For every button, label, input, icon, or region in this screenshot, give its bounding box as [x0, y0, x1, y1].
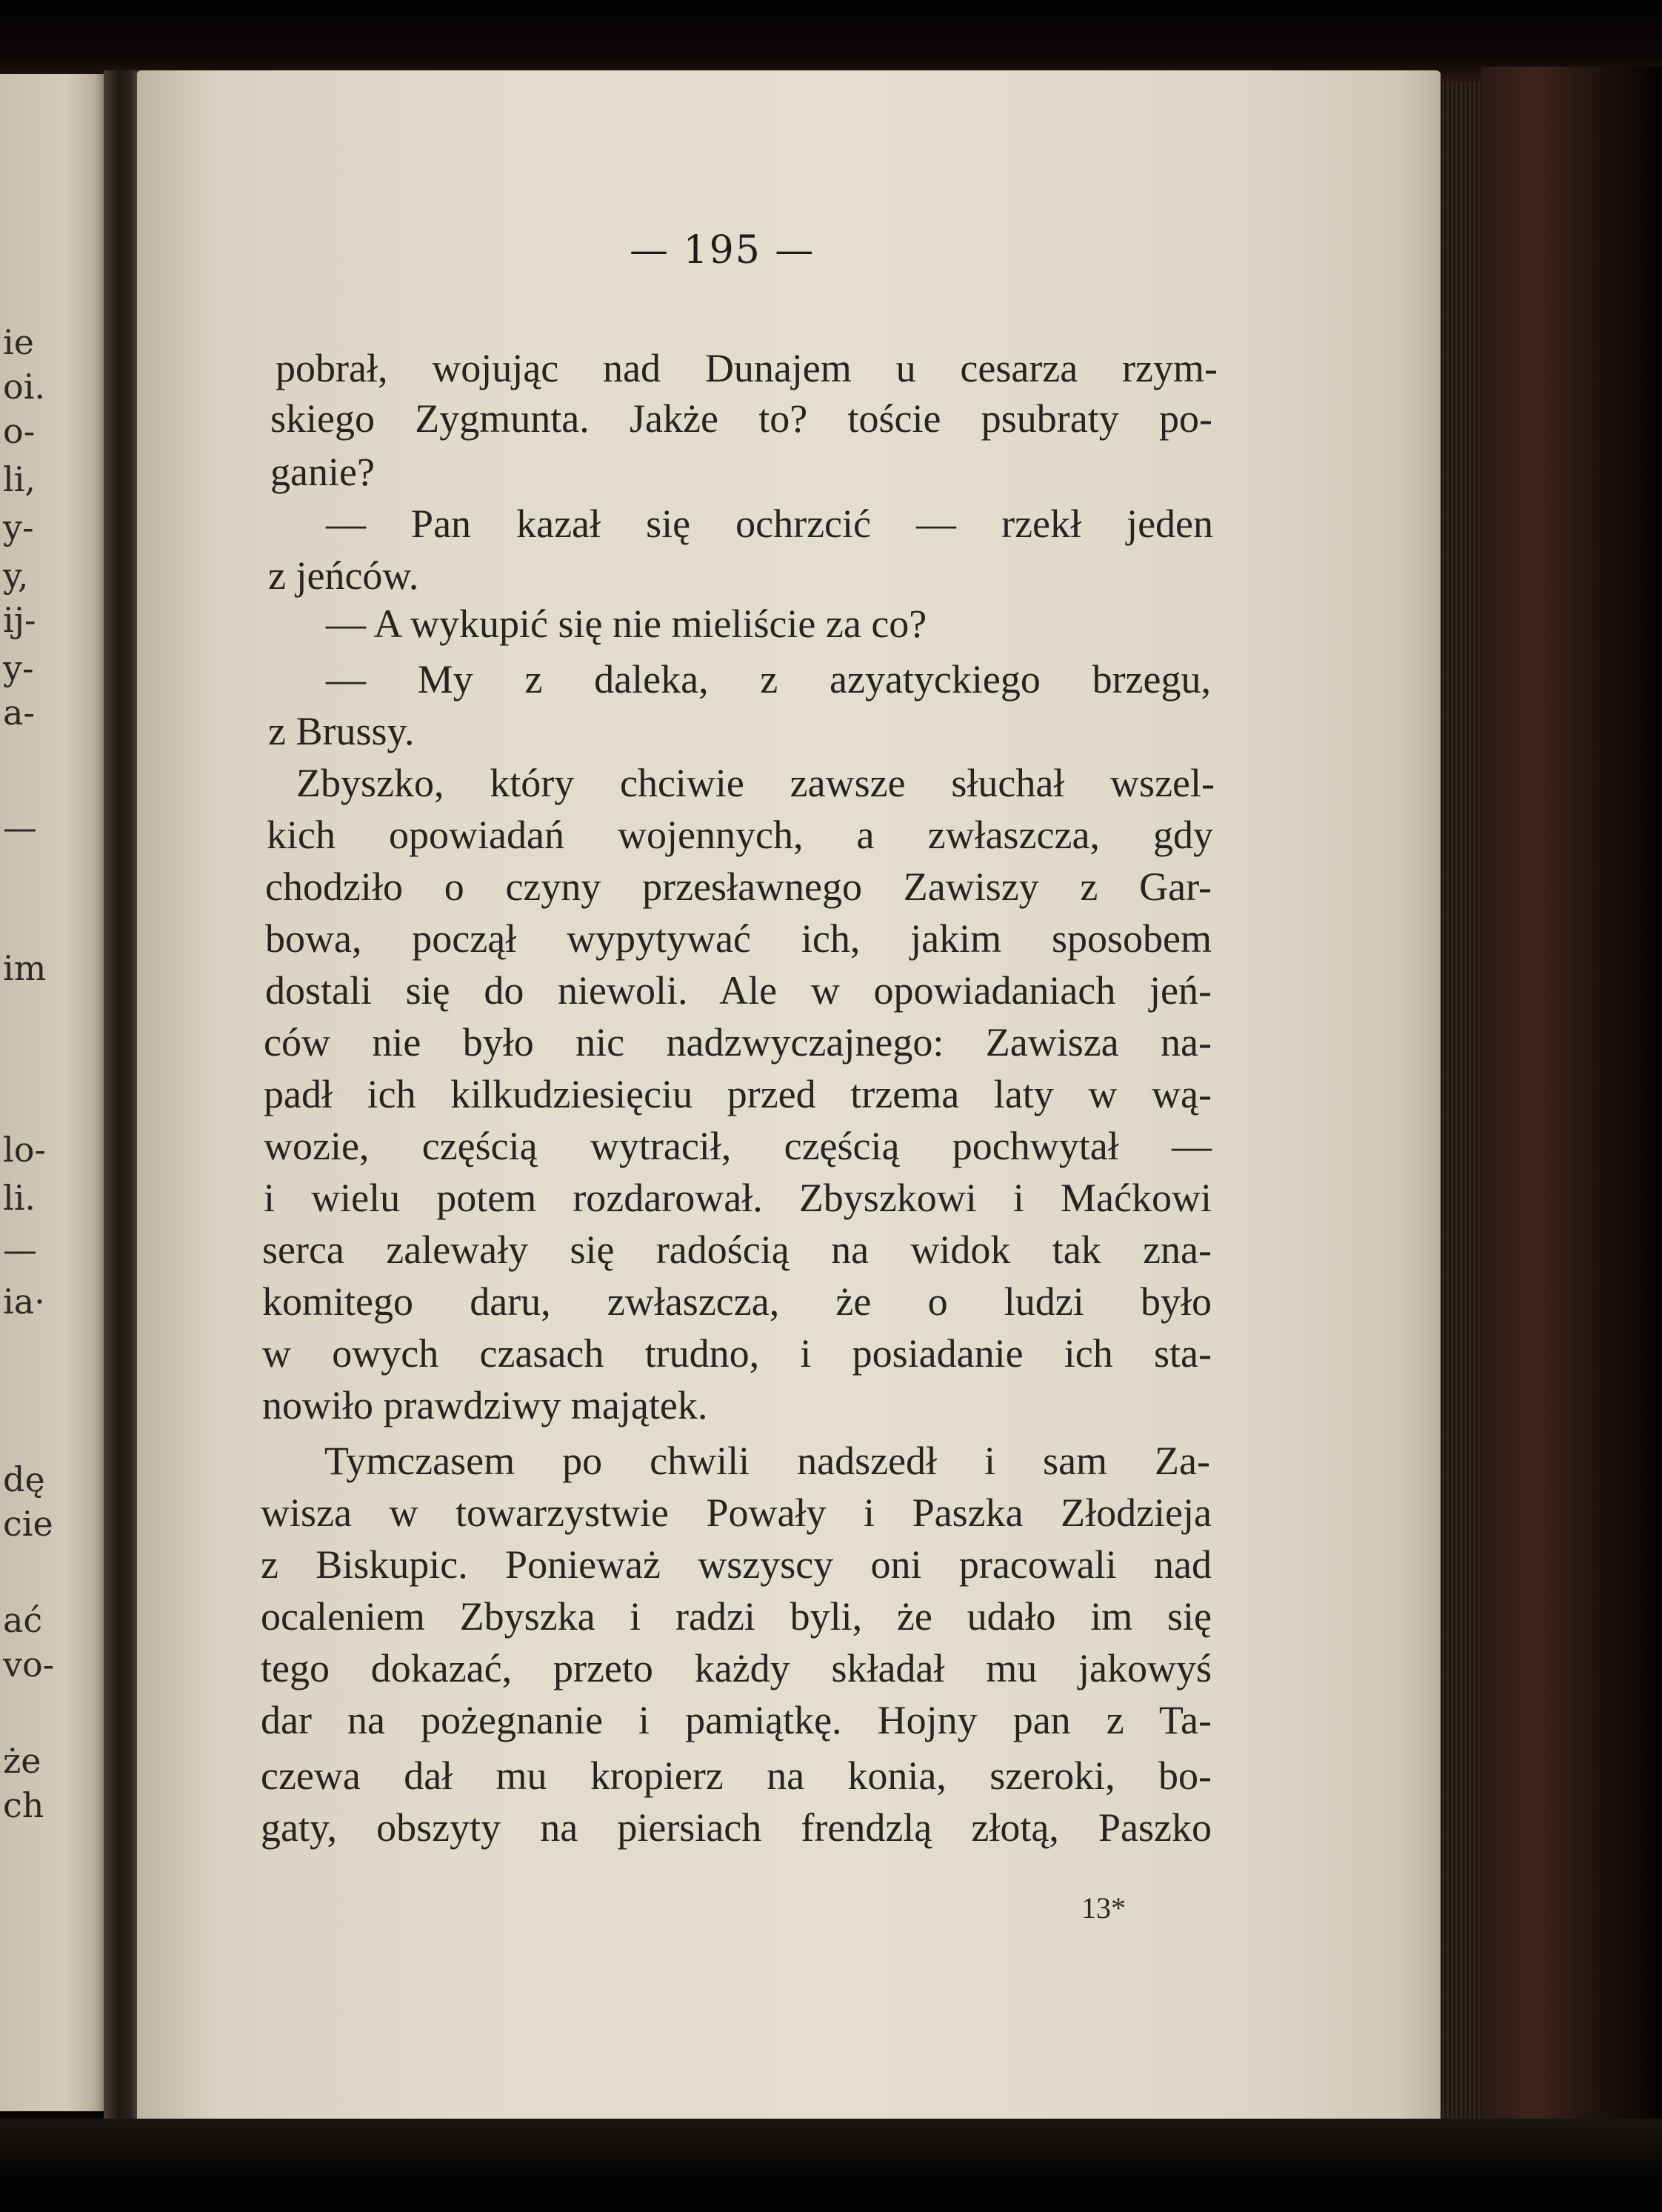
text-line: ców nie było nic nadzwyczajnego: Zawisza na-	[264, 1020, 1212, 1065]
text-line: dostali się do niewoli. Ale w opowiadaniach jeń-	[265, 968, 1212, 1013]
left-fragment: ij-	[3, 600, 36, 640]
text-line: pobrał, wojując nad Dunajem u cesarza rzym-	[276, 346, 1218, 390]
text-line: chodziło o czyny przesławnego Zawiszy z Gar-	[265, 865, 1212, 909]
left-fragment: ia·	[3, 1282, 45, 1322]
bottom-shadow	[0, 2119, 1662, 2212]
page-stack-edge	[1437, 81, 1481, 2126]
left-fragment: y,	[3, 556, 29, 596]
text-line: wisza w towarzystwie Powały i Paszka Złodzieja	[261, 1490, 1212, 1535]
text-line: serca zalewały się radością na widok tak zna-	[262, 1227, 1212, 1272]
text-line: kich opowiadań wojennych, a zwłaszcza, gdy	[267, 813, 1213, 857]
left-fragment: o-	[3, 411, 36, 451]
left-fragment: y-	[3, 648, 34, 688]
text-line: z Brussy.	[268, 709, 415, 753]
text-line: bowa, począł wypytywać ich, jakim sposobem	[265, 916, 1212, 961]
text-line: i wielu potem rozdarował. Zbyszkowi i Maćkowi	[264, 1176, 1212, 1220]
left-fragment: cie	[3, 1504, 53, 1544]
left-page	[0, 74, 111, 2111]
left-fragment: lo-	[3, 1130, 46, 1170]
text-line: z Biskupic. Ponieważ wszyscy oni pracowali nad	[261, 1542, 1212, 1587]
text-line: — A wykupić się nie mieliście za co?	[326, 602, 927, 646]
text-line: w owych czasach trudno, i posiadanie ich sta-	[262, 1331, 1212, 1376]
left-fragment: —	[3, 807, 37, 847]
left-fragment: ie	[3, 322, 34, 362]
text-line: ganie?	[270, 450, 375, 494]
left-fragment: dę	[3, 1459, 45, 1499]
left-fragment: li.	[3, 1178, 36, 1218]
text-line: ocaleniem Zbyszka i radzi byli, że udało im się	[261, 1594, 1212, 1639]
text-line: z jeńców.	[268, 553, 419, 598]
left-fragment: y-	[3, 507, 34, 547]
text-line: nowiło prawdziwy majątek.	[262, 1383, 708, 1428]
left-fragment: a-	[3, 693, 35, 733]
text-line: gaty, obszyty na piersiach frendzlą złotą, Paszko	[261, 1805, 1212, 1850]
signature-mark: 13*	[1081, 1891, 1126, 1925]
left-fragment: li,	[3, 459, 36, 499]
text-line: Zbyszko, który chciwie zawsze słuchał wszel-	[296, 761, 1215, 805]
text-line: czewa dał mu kropierz na konia, szeroki, bo-	[261, 1753, 1212, 1798]
text-line: skiego Zygmunta. Jakże to? toście psubraty po-	[270, 396, 1212, 441]
text-line: dar na pożegnanie i pamiątkę. Hojny pan z Ta-	[261, 1698, 1212, 1742]
left-fragment: im	[3, 948, 47, 988]
text-line: tego dokazać, przeto każdy składał mu jakowyś	[261, 1646, 1212, 1690]
text-line: komitego daru, zwłaszcza, że o ludzi było	[262, 1279, 1212, 1324]
left-fragment: ać	[3, 1600, 43, 1640]
left-fragment: vo-	[3, 1645, 55, 1685]
book-cover-right	[1481, 67, 1662, 2156]
text-line: padł ich kilkudziesięciu przed trzema laty w wą-	[264, 1072, 1212, 1116]
left-fragment: oi.	[3, 367, 46, 407]
left-fragment: —	[3, 1230, 37, 1270]
page-number-header: — 195 —	[630, 228, 815, 273]
left-fragment: ch	[3, 1785, 44, 1825]
text-line: wozie, częścią wytracił, częścią pochwytał —	[264, 1124, 1212, 1168]
text-line: — My z daleka, z azyatyckiego brzegu,	[326, 657, 1211, 702]
top-shadow	[0, 0, 1662, 81]
text-line: Tymczasem po chwili nadszedł i sam Za-	[324, 1439, 1210, 1483]
text-line: — Pan kazał się ochrzcić — rzekł jeden	[326, 502, 1213, 546]
left-fragment: że	[3, 1741, 41, 1781]
